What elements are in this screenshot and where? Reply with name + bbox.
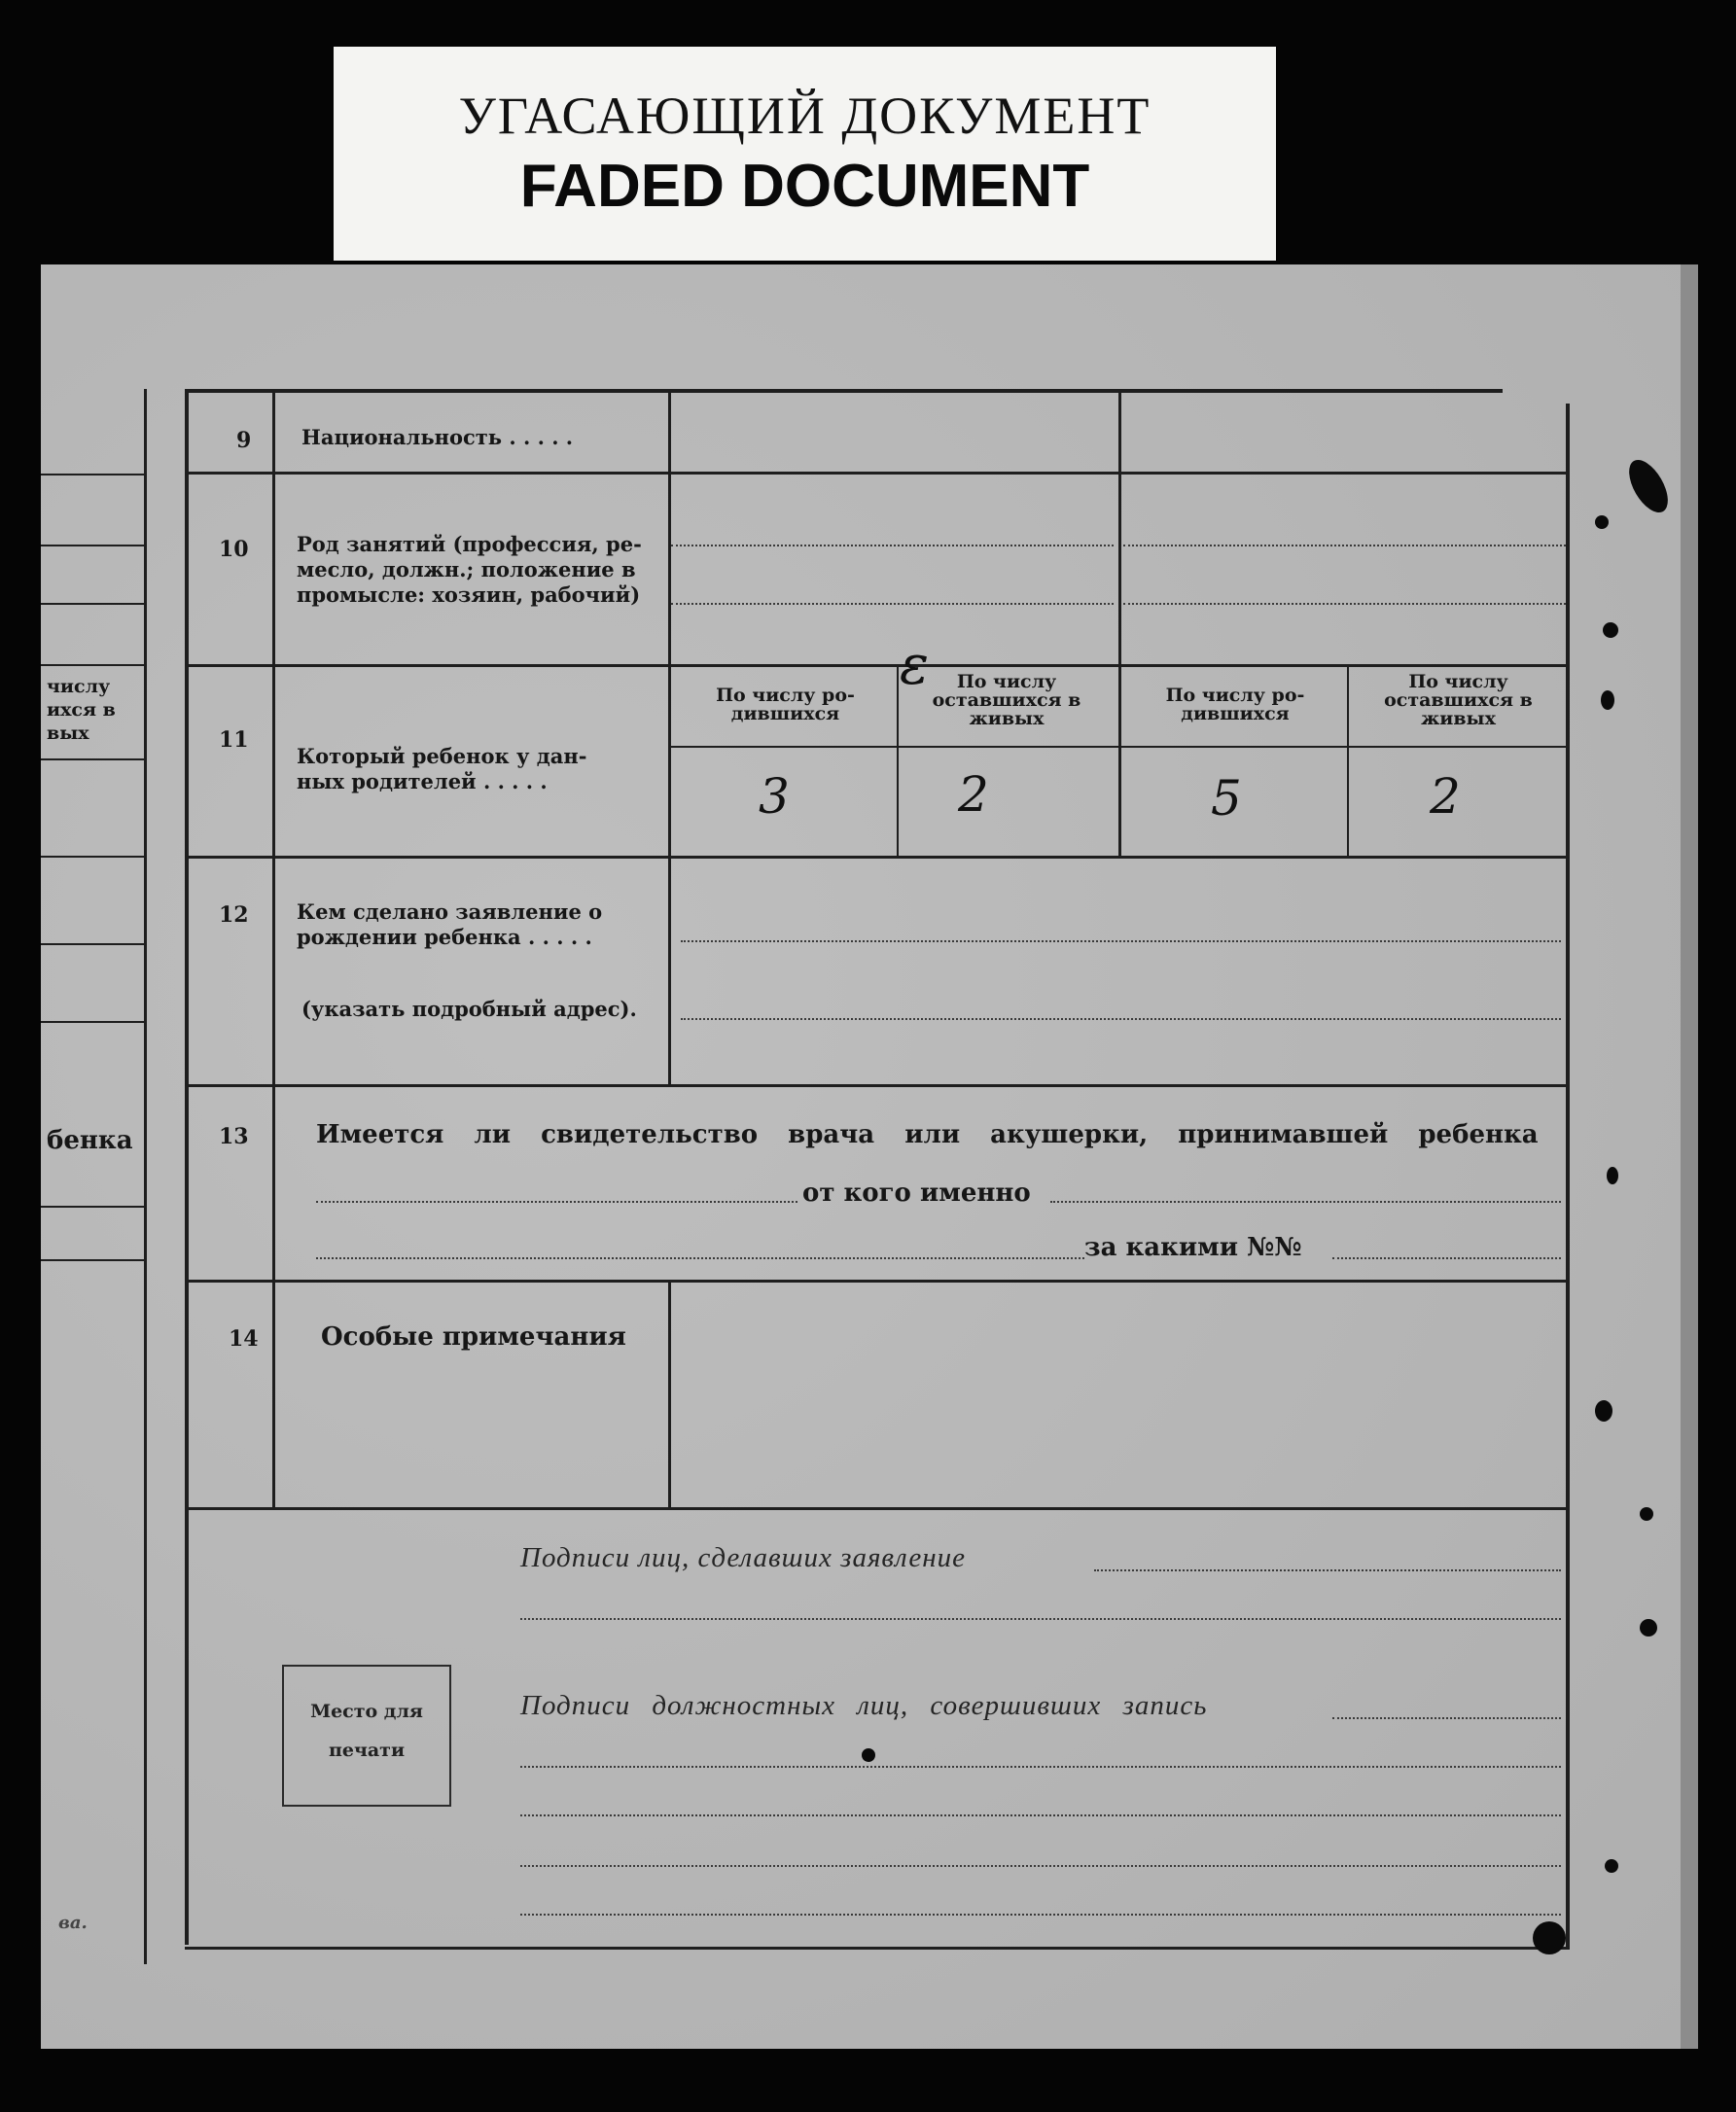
fill-line [316,1257,1084,1259]
head-line: По числу [956,671,1057,692]
row-11-label-line: Который ребенок у дан- [297,744,587,768]
col-head-living-1 [904,673,1109,728]
value-born-2: 5 [1211,770,1242,827]
margin-line [41,1259,146,1261]
fill-line [681,1018,1561,1020]
margin-line [41,664,146,666]
row-11-number: 11 [219,727,249,753]
row-border [671,746,1569,748]
head-line: живых [969,708,1045,729]
binding-hole [1605,1859,1618,1873]
sheet-edge [1681,264,1698,2049]
col-divider-mid [1118,389,1121,856]
label-russian: УГАСАЮЩИЙ ДОКУМЕНТ [458,87,1151,145]
margin-text: ва. [58,1913,88,1933]
row-13-from-whom: от кого именно [802,1179,1031,1208]
margin-line [41,758,146,760]
officials-signature-label: Подписи должностных лиц, совершивших запись [520,1690,1208,1721]
table-bottom-border [185,1947,1569,1950]
table-left-border [185,389,189,1945]
fill-line [1123,603,1566,605]
margin-line [41,856,146,858]
ink-blot [862,1748,875,1762]
signature-line [520,1914,1561,1916]
margin-line [41,943,146,945]
head-line: оставшихся в [1384,689,1533,711]
binding-hole [1640,1619,1657,1637]
margin-text: числу [47,676,111,697]
row-14-label: Особые примечания [321,1322,626,1352]
binding-hole [1603,622,1618,638]
col-divider-label [668,389,671,1084]
row-10-number: 10 [219,537,249,562]
row-border [185,1280,1569,1283]
margin-line [41,474,146,475]
fill-line [316,1201,797,1203]
row-12-label-line: рождении ребенка . . . . . [297,925,592,949]
label-english: FADED DOCUMENT [519,153,1090,220]
value-living-1: 2 [958,766,989,823]
row-border [185,664,1569,667]
col-divider-q1 [897,664,899,856]
row-border [185,1084,1569,1087]
signature-line [520,1814,1561,1816]
applicants-signature-label: Подписи лиц, сделавших заявление [520,1542,967,1573]
head-line: По числу ро- [716,685,855,706]
head-line: По числу [1408,671,1508,692]
fill-line [671,545,1114,546]
row-border [185,856,1569,859]
head-line: оставшихся в [932,689,1081,711]
col-head-born-1 [681,686,890,723]
head-line: дившихся [1181,703,1290,724]
faded-document-label [334,47,1276,261]
col-divider-label [668,1282,671,1507]
margin-text: ихся в [47,699,116,721]
binding-hole [1595,1400,1612,1422]
fill-line [1123,545,1566,546]
row-border [185,1507,1569,1510]
row-11-label-line: ных родителей . . . . . [297,769,548,793]
head-line: дившихся [730,703,840,724]
row-12-address-hint: (указать подробный адрес). [301,997,637,1021]
row-9-label: Национальность . . . . . [301,425,574,449]
margin-text: бенка [47,1126,133,1155]
margin-line [41,603,146,605]
table-top-border [185,389,1503,393]
table-right-border [1566,404,1570,1950]
binding-hole [1533,1921,1566,1954]
row-13-number: 13 [219,1124,249,1149]
fill-line [1050,1201,1561,1203]
signature-line [1094,1569,1561,1571]
binding-hole [1640,1507,1653,1521]
row-10-label-line: Род занятий (профессия, ре- [297,532,642,556]
row-12-label-line: Кем сделано заявление о [297,899,603,924]
fill-line [681,940,1561,942]
row-10-label-line: промысле: хозяин, рабочий) [297,582,641,607]
row-13-numbers: за какими №№ [1084,1233,1302,1262]
stamp-text: Место для [310,1701,423,1722]
signature-line [520,1865,1561,1867]
col-head-born-2 [1128,686,1342,723]
margin-line [41,1021,146,1023]
fill-line [1332,1257,1561,1259]
margin-line [41,545,146,546]
fill-line [671,603,1114,605]
stamp-box [282,1665,451,1807]
margin-text: вых [47,722,89,744]
margin-line [41,1206,146,1208]
row-10-label-line: месло, должн.; положение в [297,557,636,581]
col-divider-q3 [1347,664,1349,856]
binding-hole [1595,515,1609,529]
handwritten-mark: ε [900,634,930,697]
row-12-number: 12 [219,902,249,928]
row-border [185,472,1569,475]
signature-line [520,1766,1561,1768]
binding-hole [1607,1167,1618,1184]
binding-hole [1601,690,1614,710]
stamp-text: печати [328,1740,406,1761]
head-line: живых [1421,708,1496,729]
value-living-2: 2 [1430,768,1461,825]
value-born-1: 3 [759,768,790,825]
row-9-number: 9 [236,428,252,453]
signature-line [1332,1717,1561,1719]
row-14-number: 14 [229,1326,259,1352]
margin-border [144,389,147,1964]
col-divider-number [272,389,275,1507]
col-head-living-2 [1354,673,1563,728]
head-line: По числу ро- [1165,685,1305,706]
signature-line [520,1618,1561,1620]
row-13-question: Имеется ли свидетельство врача или акушерки, принимавшей ребенка [316,1120,1539,1149]
